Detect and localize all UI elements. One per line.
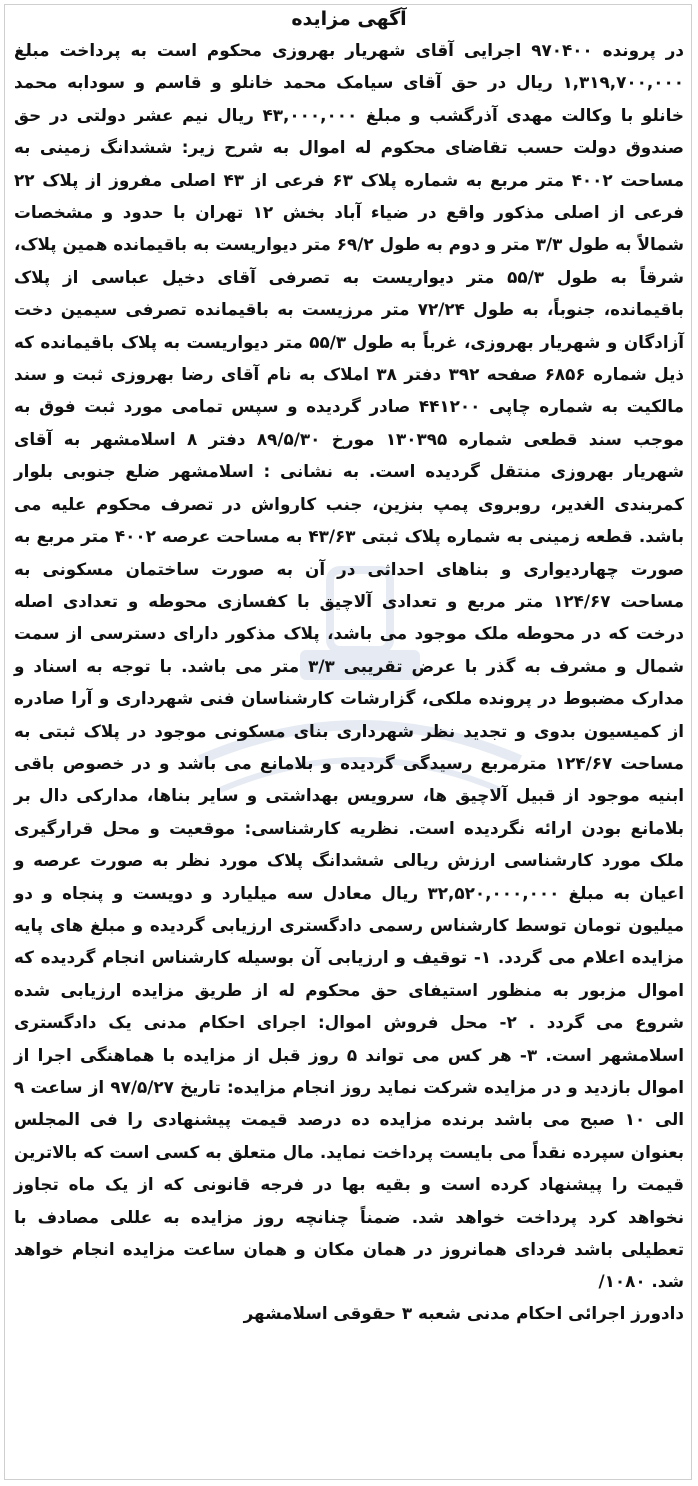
notice-title: آگهی مزایده	[291, 8, 407, 30]
notice-body: در پرونده ۹۷۰۴۰۰ اجرایی آقای شهریار بهروزی محکوم است به پرداخت مبلغ ۱,۳۱۹,۷۰۰,۰۰۰ ریال در حق آقای سیامک محمد خانلو و قاسم و سودابه محمد خانلو با وکالت مهدی آذرگشب و مبلغ ۴۳,۰۰۰,۰۰۰ ریال نیم عشر دولتی در حق صندوق دولت حسب تقاضای محکوم له اموال به شرح زیر: ششدانگ زمینی به مساحت ۴۰۰۲ متر مربع به شماره پلاک ۶۳ فرعی از ۴۳ اصلی مفروز از پلاک ۲۲ فرعی از اصلی مذکور واقع در ضیاء آباد بخش ۱۲ تهران با حدود و مشخصات شمالاً به طول ۳/۳ متر و دوم به طول ۶۹/۲ متر دیواریست به باقیمانده همین پلاک، شرقاً به طول ۵۵/۳ متر دیواریست به تصرفی آقای دخیل عباسی از پلاک باقیمانده، جنوباً، به طول ۷۲/۲۴ متر مرزیست به باقیمانده تصرفی سیمین دخت آزادگان و شهریار بهروزی، غرباً به طول ۵۵/۳ متر دیواریست به پلاک باقیمانده که ذیل شماره ۶۸۵۶ صفحه ۳۹۲ دفتر ۳۸ املاک به نام آقای رضا بهروزی ثبت و سند مالکیت به شماره چاپی ۴۴۱۲۰۰ صادر گردیده و سپس تمامی مورد ثبت فوق به موجب سند قطعی شماره ۱۳۰۳۹۵ مورخ ۸۹/۵/۳۰ دفتر ۸ اسلامشهر به آقای شهریار بهروزی منتقل گردیده است. به نشانی : اسلامشهر ضلع جنوبی بلوار کمربندی الغدیر، روبروی پمپ بنزین، جنب کارواش در تصرف محکوم علیه می باشد. قطعه زمینی به شماره پلاک ثبتی ۴۳/۶۳ به مساحت عرصه ۴۰۰۲ متر مربع به صورت چهاردیواری و بناهای احداثی در آن به صورت ساختمان مسکونی به مساحت ۱۲۴/۶۷ متر مربع و تعدادی آلاچیق با کفسازی محوطه و تعدادی اصله درخت که در محوطه ملک موجود می باشد، پلاک مذکور دارای دسترسی از سمت شمال و مشرف به گذر با عرض تقریبی ۳/۳ متر می باشد. با توجه به اسناد و مدارک مضبوط در پرونده ملکی، گزارشات کارشناسان فنی شهرداری و آرا صادره از کمیسیون بدوی و تجدید نظر شهرداری بنای مسکونی موجود در پلاک ثبتی به مساحت ۱۲۴/۶۷ مترمربع رسیدگی گردیده و بلامانع می باشد و در خصوص باقی ابنیه موجود از قبیل آلاچیق ها، سرویس بهداشتی و سایر بناها، مدارکی دال بر بلامانع بودن ارائه نگردیده است. نظریه کارشناسی: موقعیت و محل قرارگیری ملک مورد کارشناسی ارزش ریالی ششدانگ پلاک مورد نظر به صورت عرصه و اعیان به مبلغ ۳۲,۵۲۰,۰۰۰,۰۰۰ ریال معادل سه میلیارد و دویست و پنجاه و دو میلیون تومان توسط کارشناس رسمی دادگستری ارزیابی گردیده و مبلغ های پایه مزایده اعلام می گردد. ۱- توقیف و ارزیابی آن بوسیله کارشناس انجام گردیده که اموال مزبور به منظور استیفای حق محکوم له از طریق مزایده ارزیابی شده شروع می گردد . ۲- محل فروش اموال: اجرای احکام مدنی یک دادگستری اسلامشهر است. ۳- هر کس می تواند ۵ روز قبل از مزایده با هماهنگی اجرا از اموال بازدید و در مزایده شرکت نماید روز انجام مزایده: تاریخ ۹۷/۵/۲۷ از ساعت ۹ الی ۱۰ صبح می باشد برنده مزایده ده درصد قیمت پیشنهادی را فی المجلس بعنوان سپرده نقداً می بایست پرداخت نماید. مال متعلق به کسی است که بالاترین قیمت را پیشنهاد کرده است و بقیه بها در فرجه قانونی که از یک ماه تجاوز نخواهد کرد پرداخت خواهد شد. ضمناً چنانچه روز مزایده به عللی مصادف با تعطیلی باشد فردای همانروز در همان مکان و همان ساعت مزایده انجام خواهد شد. ۱۰۸۰/	[14, 40, 685, 1292]
notice-signature: دادورز اجرائی احکام مدنی شعبه ۳ حقوقی اسلامشهر	[243, 1302, 684, 1323]
auction-notice	[14, 6, 684, 1328]
